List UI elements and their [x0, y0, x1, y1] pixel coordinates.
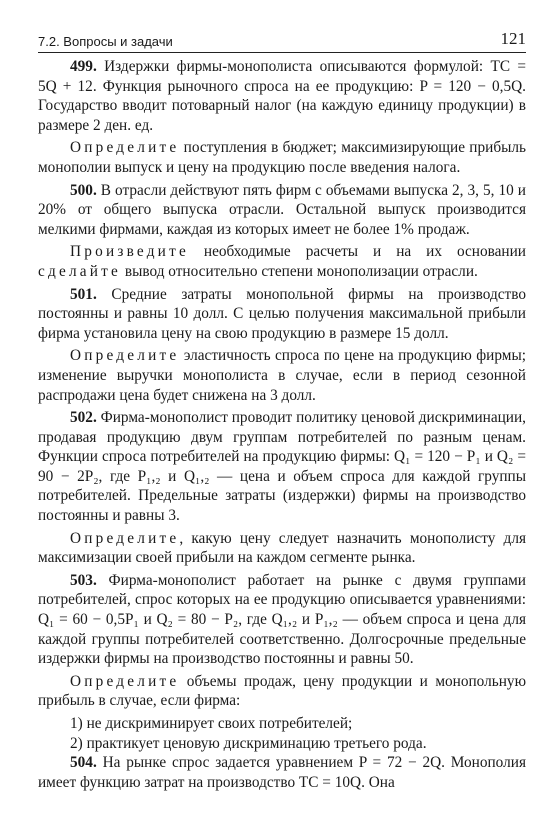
problem-text: Издержки фирмы-монополиста описываются формулой: TC = 5Q + 12. Функция рыночного спроса на ее продукцию: P = 120 − 0,5Q. Государство вводит потоварный налог (на каждую единицу продукции) в размере 2 ден. ед.: [38, 58, 526, 134]
task-keyword: Определите: [70, 529, 180, 547]
section-title: 7.2. Вопросы и задачи: [38, 34, 173, 49]
task-text: эластичность спроса по цене на продукцию фирмы; изменение выручки монополиста в случае, если в период сезонной распродажи цена будет снижена на 3 долл.: [38, 347, 526, 404]
problem-text: На рынке спрос задается уравнением P = 72 − 2Q. Монополия имеет функцию затрат на производство TC = 10Q. Она: [38, 754, 526, 791]
problem-number: 499.: [70, 58, 97, 75]
task-text: вывод относительно степени монополизации отрасли.: [121, 262, 478, 280]
task-keyword: Определите: [70, 672, 180, 690]
task-502: [38, 529, 526, 568]
problem-502: [38, 408, 526, 526]
problem-504: [38, 753, 526, 792]
task-503: [38, 672, 526, 711]
task-500: [38, 242, 526, 281]
page-number: 121: [500, 29, 526, 48]
task-text: поступления в бюджет; максимизирующие прибыль монополии выпуск и цену на продукцию после введения налога.: [38, 139, 526, 176]
problem-500: [38, 181, 526, 240]
problem-text: Средние затраты монопольной фирмы на производство постоянны и равны 10 долл. С целью получения максимальной прибыли фирма установила цену на свою продукцию в размере 15 долл.: [38, 285, 526, 342]
problem-number: 504.: [70, 754, 97, 772]
problem-503: [38, 571, 526, 669]
task-499: [38, 138, 526, 177]
page-body: [38, 57, 526, 795]
problem-number: 502.: [70, 409, 97, 427]
problem-text: В отрасли действуют пять фирм с объемами выпуска 2, 3, 5, 10 и 20% от общего выпуска отрасли. Остальной выпуск производится мелкими фирмами, каждая из которых имеет не более 1% продаж.: [38, 181, 526, 238]
task-text: объемы продаж, цену продукции и монопольную прибыль в случае, если фирма:: [38, 672, 526, 710]
problem-number: 501.: [70, 285, 97, 303]
task-text: , какую цену следует назначить монополисту для максимизации своей прибыли на каждом сегменте рынка.: [38, 529, 526, 567]
task-text: необходимые расчеты и на их основании: [188, 243, 526, 261]
task-keyword: Определите: [70, 139, 180, 157]
task-keyword: Определите: [70, 347, 180, 365]
problem-number: 503.: [70, 571, 97, 589]
task-keyword: сделайте: [38, 262, 122, 280]
task-501: [38, 346, 526, 405]
problem-501: [38, 285, 526, 344]
running-header: [38, 30, 526, 53]
problem-number: 500.: [70, 181, 97, 199]
list-item: 1) не дискриминирует своих потребителей;: [70, 715, 353, 732]
problem-text: Фирма-монополист работает на рынке с двумя группами потребителей, спрос которых на ее продукцию описывается уравнениями: Q₁ = 60 − 0,5P₁ и Q₂ = 80 − P₂, где Q₁,₂ и P₁,₂ — объем спроса и цена для каждой группы потребителей соответственно. Долгосрочные предельные издержки фирмы на производство постоянны и равны 50.: [38, 571, 526, 668]
problem-499: [38, 57, 526, 135]
list-item: 2) практикует ценовую дискриминацию третьего рода.: [70, 734, 427, 752]
task-keyword: Произведите: [70, 243, 189, 261]
problem-text: Фирма-монополист проводит политику ценовой дискриминации, продавая продукцию двум группам потребителей по разным ценам. Функции спроса потребителей на продукцию фирмы: Q₁ = 120 − P₁ и Q₂ = 90 − 2P₂, где P₁,₂ и Q₁,₂ — цена и объем спроса для каждой группы потребителей. Предельные затраты (издержки) фирмы на производство постоянны и равны 3.: [38, 409, 526, 525]
